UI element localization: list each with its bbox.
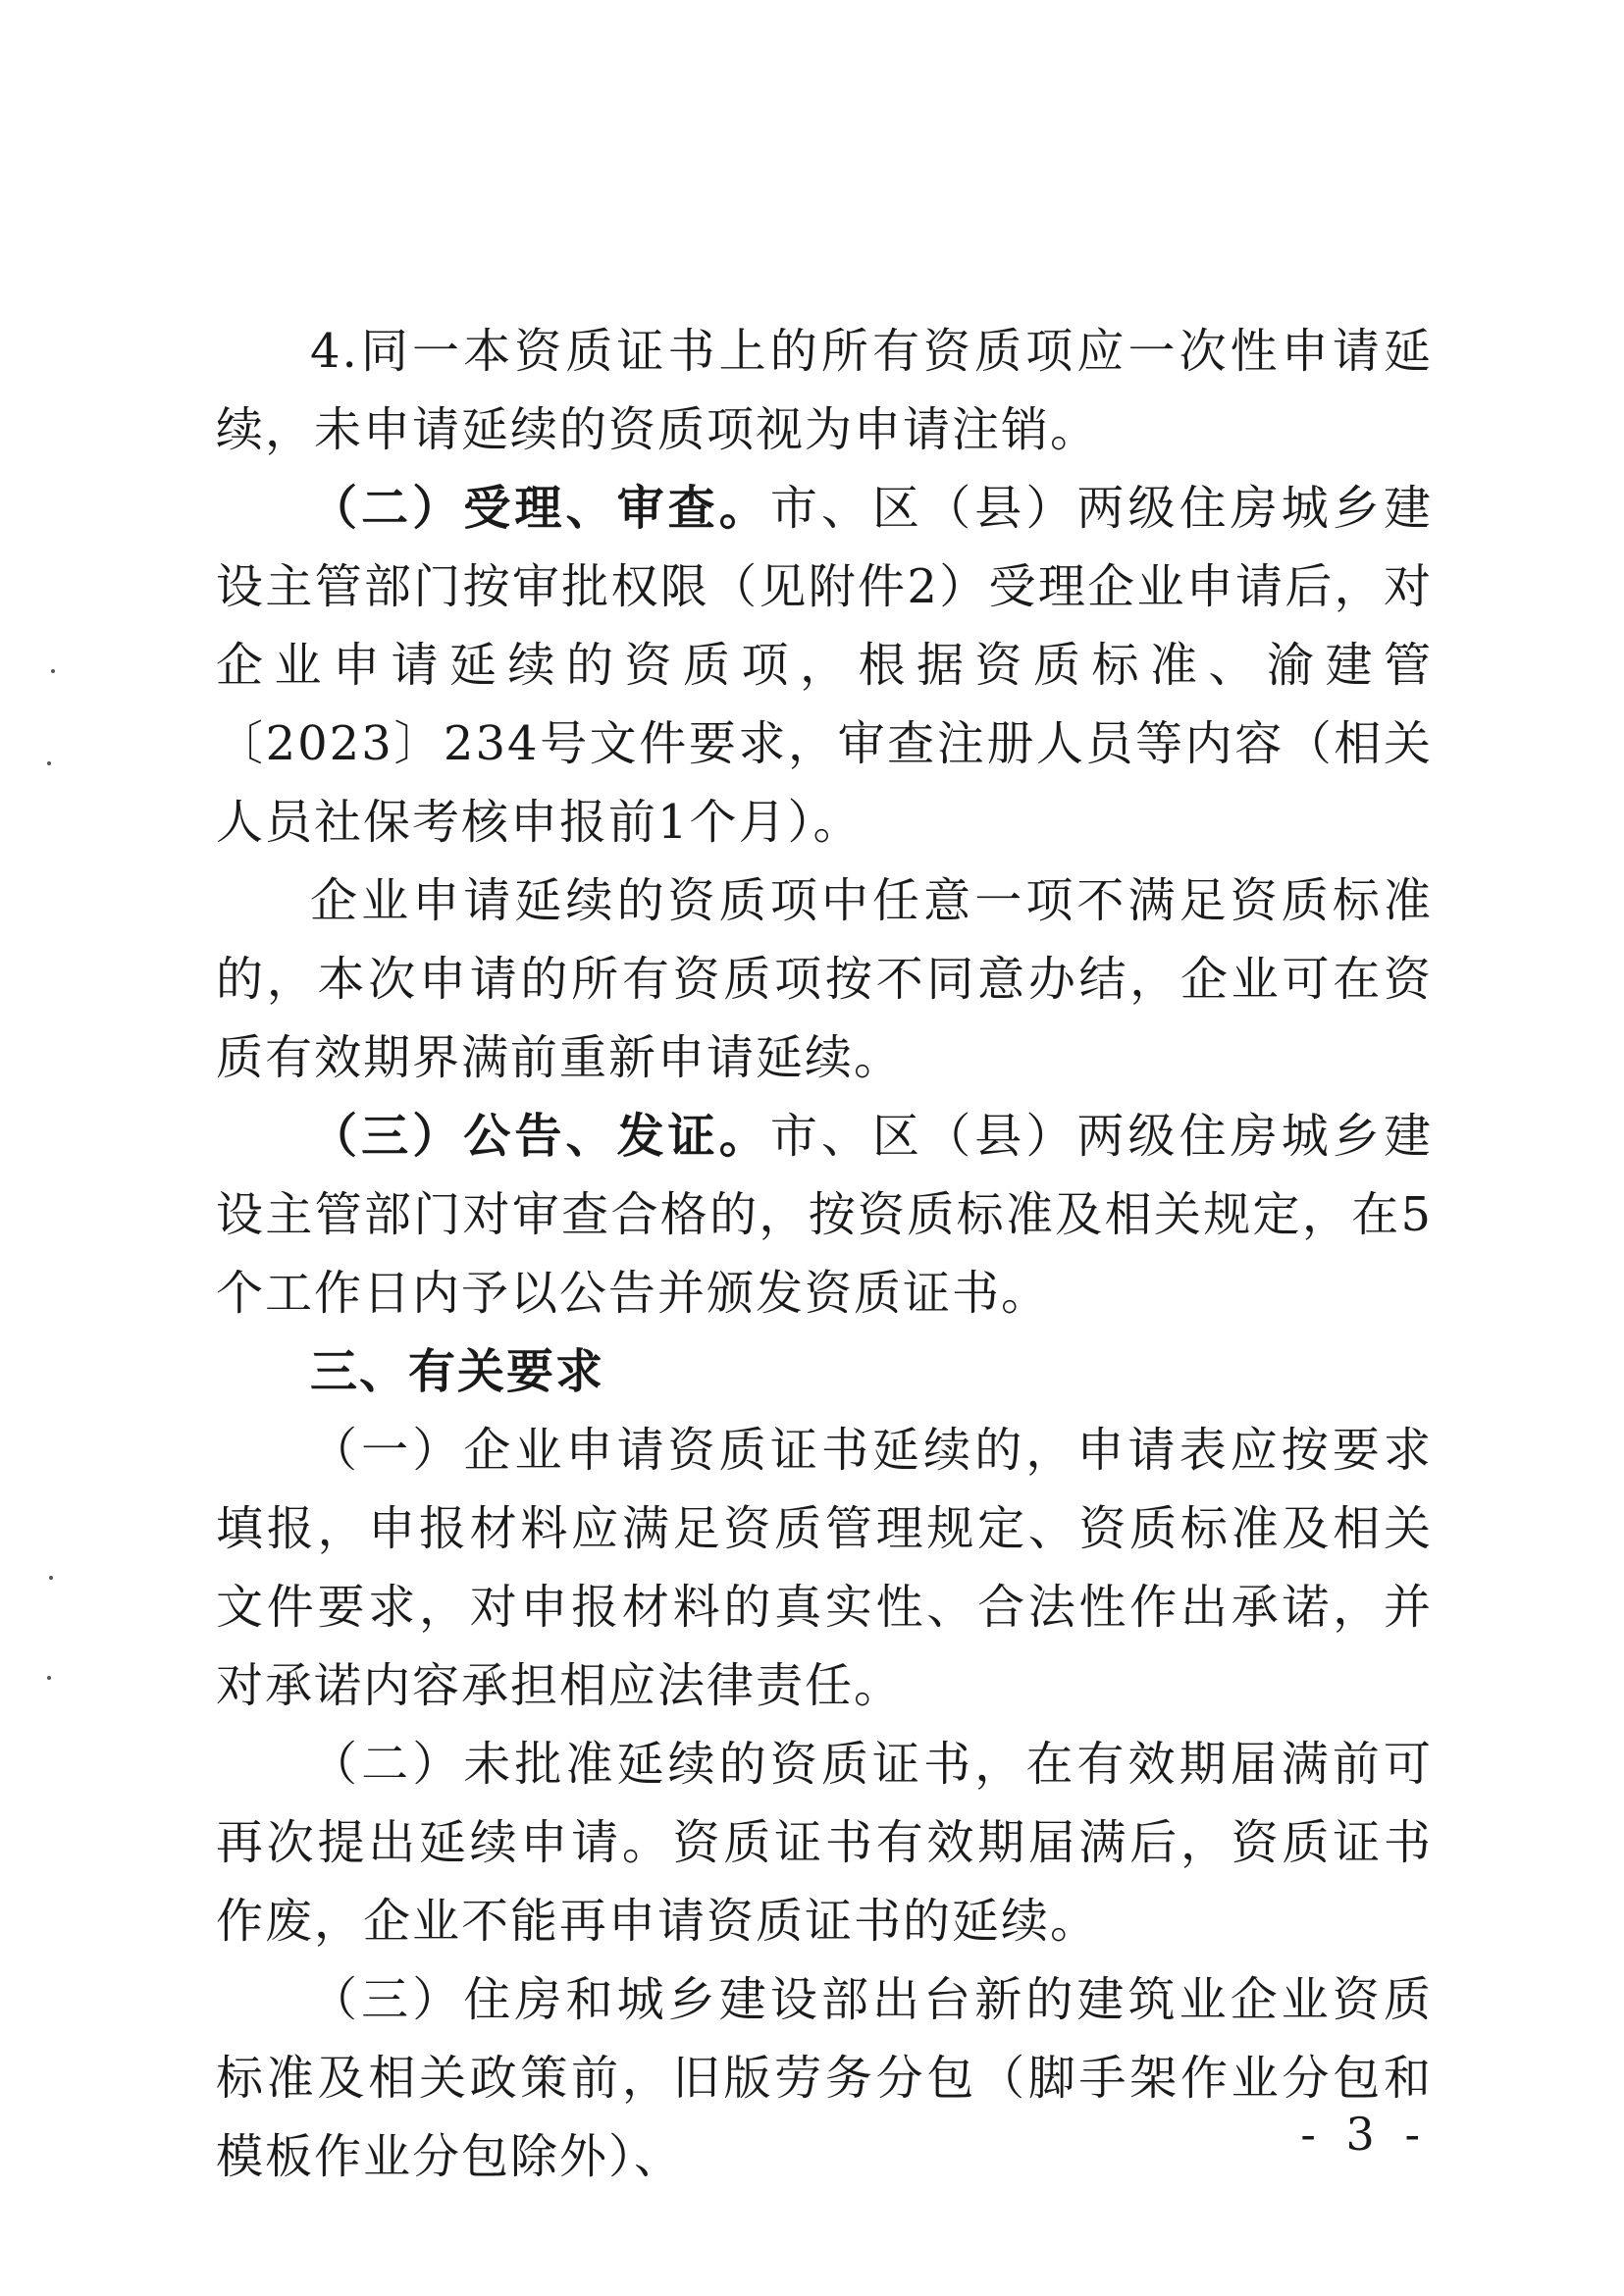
section-heading-text: 三、有关要求 (310, 1344, 605, 1399)
scan-speck (49, 1576, 53, 1580)
paragraph-4-text: 市、区（县）两级住房城乡建设主管部门对审查合格的，按资质标准及相关规定，在5个工作日内予以公告并颁发资质证书。 (216, 1109, 1433, 1321)
paragraph-7 (216, 1960, 1433, 2196)
paragraph-7-text: （三）住房和城乡建设部出台新的建筑业企业资质标准及相关政策前，旧版劳务分包（脚手架作业分包和模板作业分包除外）、 (216, 1972, 1433, 2184)
paragraph-4 (216, 1097, 1433, 1332)
paragraph-4-lead: （三）公告、发证。 (310, 1109, 770, 1164)
paragraph-1 (216, 312, 1433, 469)
document-body (216, 312, 1433, 2196)
scan-speck (47, 1676, 51, 1680)
paragraph-2-lead: （二）受理、审查。 (310, 481, 770, 536)
page-number: - 3 - (1300, 2108, 1428, 2161)
section-heading (216, 1332, 1433, 1411)
paragraph-5 (216, 1411, 1433, 1725)
paragraph-1-text: 4.同一本资质证书上的所有资质项应一次性申请延续，未申请延续的资质项视为申请注销。 (216, 324, 1433, 457)
paragraph-2 (216, 469, 1433, 861)
paragraph-2-text: 市、区（县）两级住房城乡建设主管部门按审批权限（见附件2）受理企业申请后，对企业申请延续的资质项，根据资质标准、渝建管〔2023〕234号文件要求，审查注册人员等内容（相关人员社保考核申报前1个月）。 (216, 481, 1433, 850)
scan-speck (47, 761, 51, 765)
paragraph-3 (216, 861, 1433, 1097)
scan-speck (51, 669, 55, 673)
paragraph-6-text: （二）未批准延续的资质证书，在有效期届满前可再次提出延续申请。资质证书有效期届满后，资质证书作废，企业不能再申请资质证书的延续。 (216, 1737, 1433, 1949)
paragraph-6 (216, 1725, 1433, 1960)
paragraph-3-text: 企业申请延续的资质项中任意一项不满足资质标准的，本次申请的所有资质项按不同意办结，企业可在资质有效期界满前重新申请延续。 (216, 873, 1433, 1085)
paragraph-5-text: （一）企业申请资质证书延续的，申请表应按要求填报，申报材料应满足资质管理规定、资质标准及相关文件要求，对申报材料的真实性、合法性作出承诺，并对承诺内容承担相应法律责任。 (216, 1423, 1433, 1713)
